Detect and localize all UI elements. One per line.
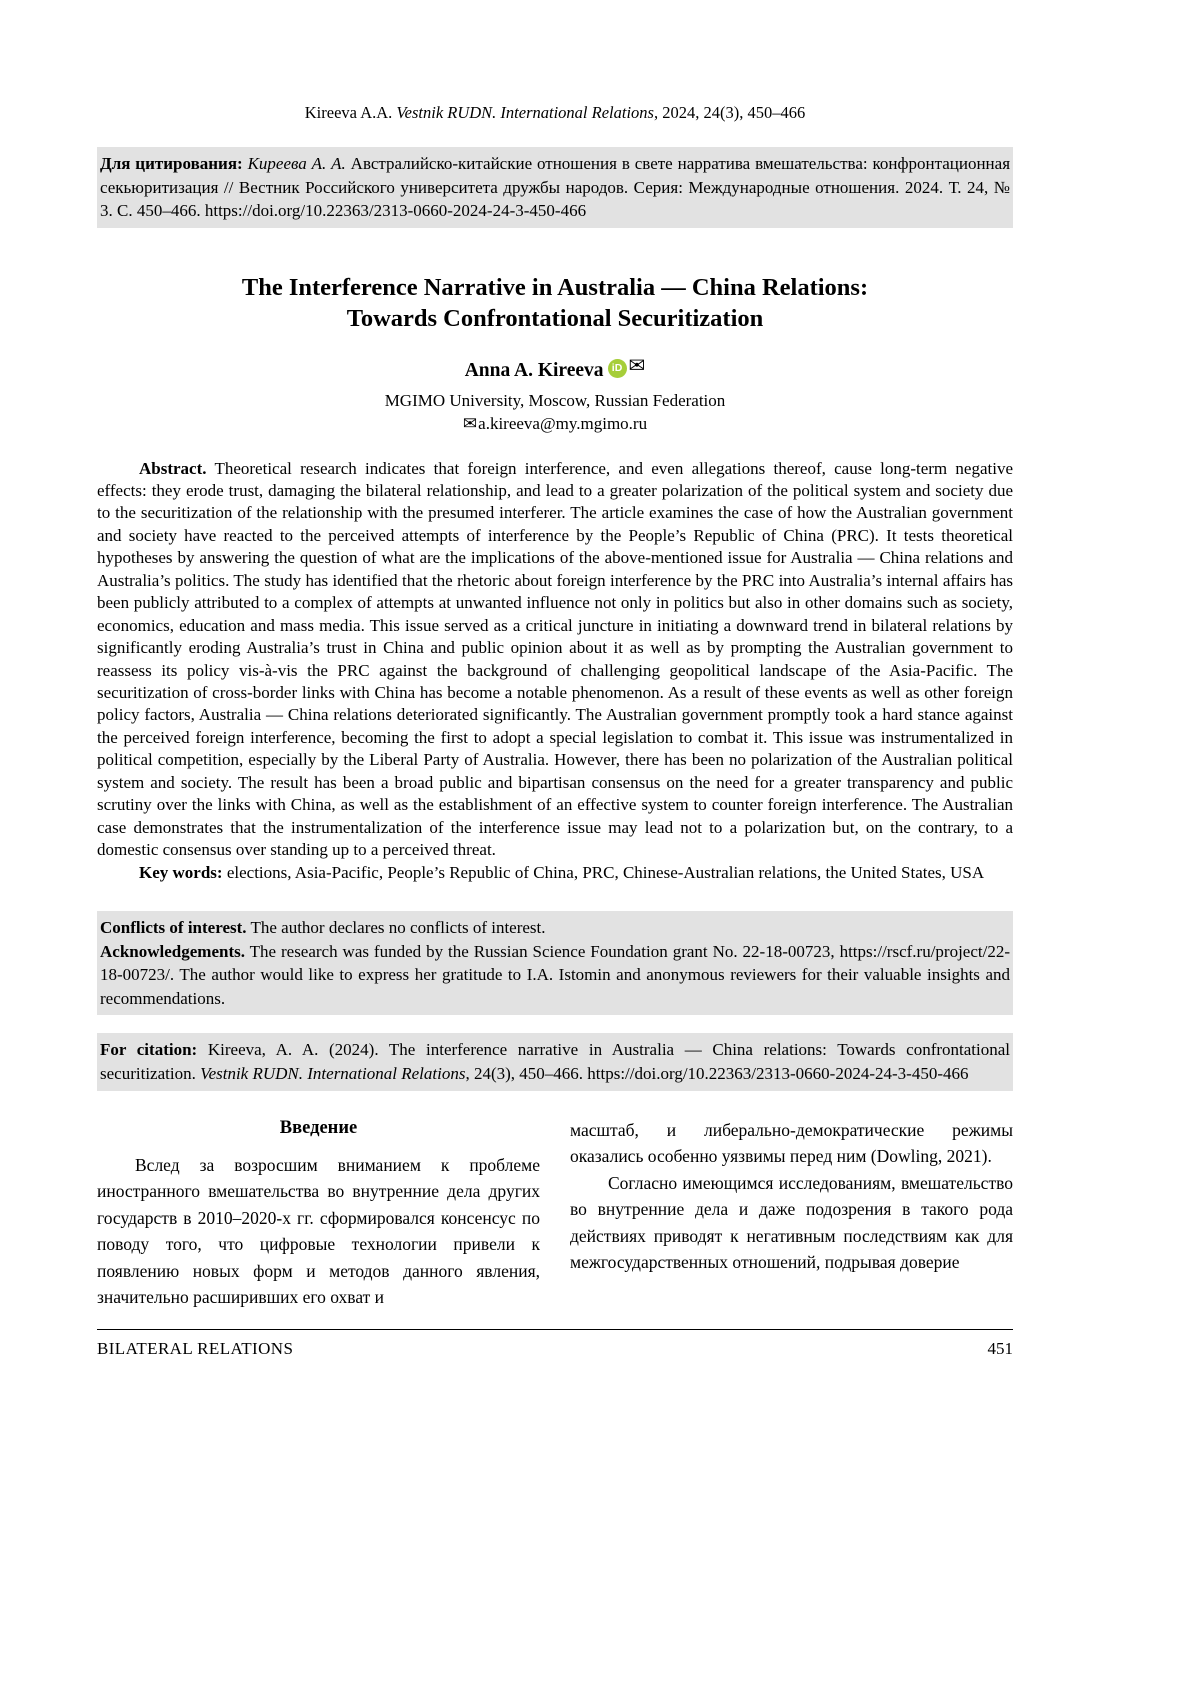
author-name: Anna A. Kireeva	[464, 359, 604, 381]
acknowledgements-paragraph	[100, 940, 1010, 1011]
right-column	[570, 1117, 1013, 1311]
introduction-paragraph-right-2: Согласно имеющимся исследованиям, вмешательство во внутренние дела и даже подозрения в такого рода действиях приводят к негативным последствиям как для межгосударственных отношений, подрывая доверие	[570, 1172, 1013, 1273]
running-head-journal: Vestnik RUDN. International Relations	[396, 103, 654, 122]
doi-link-ru[interactable]: https://doi.org/10.22363/2313-0660-2024-24-3-450-466	[204, 201, 587, 221]
introduction-paragraph-right-1: масштаб, и либерально-демократические режимы оказались особенно уязвимы перед ним (Dowling, 2021).	[570, 1119, 1013, 1167]
footer-section-label: BILATERAL RELATIONS	[97, 1338, 294, 1358]
for-citation-text-1: Kireeva, A. A. (2024). The interference narrative in Australia — China relations: Towards confrontational securitization.	[100, 1040, 1011, 1084]
for-citation-label: For citation:	[100, 1040, 198, 1060]
abstract-paragraph	[97, 458, 1013, 862]
abstract-text: Theoretical research indicates that foreign interference, and even allegations thereof, cause long-term negative effects: they erode trust, damaging the bilateral relationship, and lead to a greater polarization of the political system and society due to the securitization of the relationship with the presumed interferer. The article examines the case of how the Australian government and society have reacted to the perceived attempts of interference by the People’s Republic of China (PRC). It tests theoretical hypotheses by answering the question of what are the implications of the above-mentioned issue for Australia — China relations and Australia’s politics. The study has identified that the rhetoric about foreign interference by the PRC into Australia’s internal affairs has been publicly attributed to a complex of attempts at unwanted influence not only in politics but also in other domains such as society, economics, education and mass media. This issue served as a critical juncture in initiating a downward trend in bilateral relations by significantly eroding Australia’s trust in China and public opinion about it as well as by prompting the Australian government to reassess its policy vis-à-vis the PRC against the background of challenging geopolitical landscape of the Asia-Pacific. The securitization of cross-border links with China has become a notable phenomenon. As a result of these events as well as other foreign policy factors, Australia — China relations deteriorated significantly. The Australian government promptly took a hard stance against the perceived foreign interference, becoming the first to adopt a special legislation to combat it. This issue was instrumentalized in political competition, especially by the Liberal Party of Australia. However, there has been no polarization of the Australian political system and society. The result has been a broad public and bipartisan consensus on the need for a greater transparency and public scrutiny over the links with China, as well as the establishment of an effective system to counter foreign interference. The Australian case demonstrates that the instrumentalization of the interference issue may lead not to a polarization but, on the contrary, to a domestic consensus over standing up to a perceived threat.	[97, 458, 1013, 860]
author-email-link[interactable]: a.kireeva@my.mgimo.ru	[478, 413, 648, 433]
running-head	[97, 103, 1013, 123]
running-head-author: Kireeva A.A.	[304, 103, 393, 122]
article-title-line2: Towards Confrontational Securitization	[346, 305, 764, 333]
doi-link-en[interactable]: https://doi.org/10.22363/2313-0660-2024-24-3-450-466	[587, 1064, 969, 1084]
acknowledgements-text-1: The research was funded by the Russian Science Foundation grant No. 22-18-00723,	[249, 941, 835, 961]
running-head-issue: , 2024, 24(3), 450–466	[653, 103, 806, 122]
for-citation-text-2: , 24(3), 450–466.	[465, 1064, 584, 1084]
article-title-line1: The Interference Narrative in Australia — China Relations:	[241, 273, 869, 301]
introduction-paragraph-left: Вслед за возросшим вниманием к проблеме иностранного вмешательства во внутренние дела других государств в 2010–2020-х гг. сформировался консенсус по поводу того, что цифровые технологии привели к появлению новых форм и методов данного явления, значительно расширивших его охват и	[97, 1154, 540, 1308]
keywords-label: Key words:	[139, 863, 223, 883]
acknowledgements-label: Acknowledgements.	[100, 941, 245, 961]
email-small-envelope-icon: ✉	[462, 413, 478, 433]
footer-page-number: 451	[987, 1338, 1013, 1358]
article-title	[97, 272, 1013, 335]
citation-ru-text: Австралийско-китайские отношения в свете нарратива вмешательства: конфронтационная секьюритизация // Вестник Российского университета дружбы народов. Серия: Международные отношения. 2024. Т. 24, № 3. С. 450–466.	[100, 154, 1011, 221]
author-line	[97, 353, 1013, 382]
citation-ru-box	[97, 147, 1013, 228]
page-footer	[97, 1329, 1013, 1359]
citation-ru-label: Для цитирования:	[100, 154, 243, 173]
citation-ru-author: Киреева А. А.	[247, 154, 346, 173]
conflicts-label: Conflicts of interest.	[100, 917, 247, 937]
left-column	[97, 1117, 540, 1311]
for-citation-journal: Vestnik RUDN. International Relations	[200, 1064, 466, 1084]
keywords-text: elections, Asia-Pacific, People’s Republic of China, PRC, Chinese-Australian relations, the United States, USA	[226, 863, 985, 883]
for-citation-paragraph	[100, 1038, 1010, 1085]
email-envelope-icon[interactable]: ✉	[628, 354, 646, 377]
citation-ru-paragraph	[100, 152, 1010, 223]
two-column-body	[97, 1117, 1013, 1311]
acknowledgements-text-2: . The author would like to express her gratitude to I.A. Istomin and anonymous reviewers for their valuable insights and recommendations.	[100, 965, 1010, 1008]
keywords-paragraph	[97, 862, 1013, 884]
conflicts-text: The author declares no conflicts of interest.	[250, 917, 546, 937]
orcid-icon[interactable]: iD	[608, 359, 627, 378]
introduction-heading: Введение	[279, 1117, 358, 1138]
author-affiliation: MGIMO University, Moscow, Russian Federation	[384, 390, 726, 410]
conflicts-paragraph	[100, 916, 1010, 940]
conflicts-acknowledgements-box	[97, 911, 1013, 1016]
for-citation-box	[97, 1033, 1013, 1090]
email-line	[97, 414, 1013, 434]
grant-link[interactable]: https://rscf.ru/project/22-18-00723/	[100, 941, 1011, 985]
abstract-label: Abstract.	[139, 458, 207, 478]
